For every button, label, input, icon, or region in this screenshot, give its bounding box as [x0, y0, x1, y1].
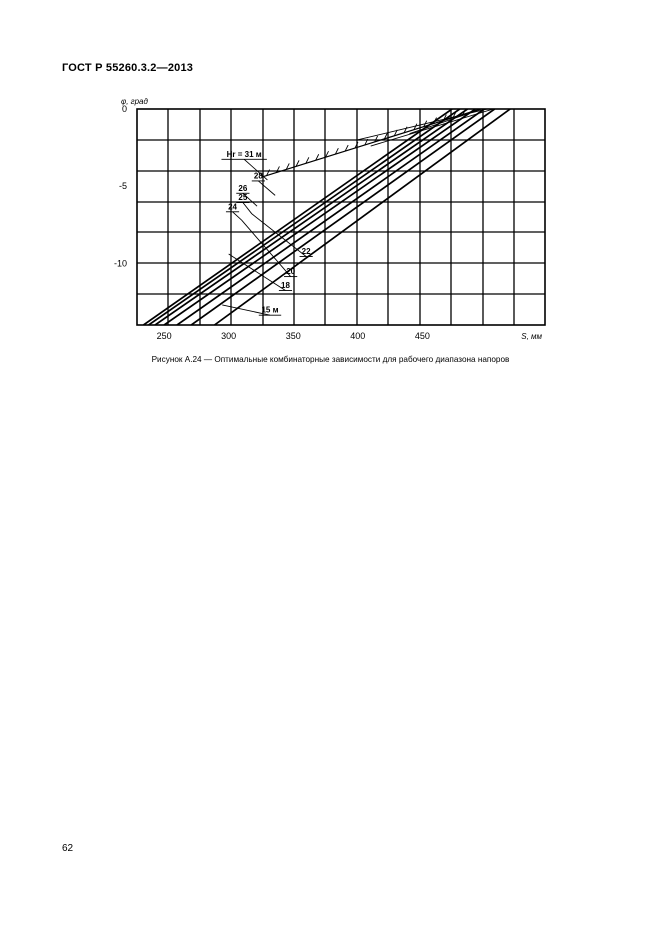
series-line [214, 109, 510, 325]
series-annotation-label: 25 [238, 193, 248, 203]
series-line [191, 109, 494, 325]
series-annotation-label: Hr = 31 м [226, 149, 262, 159]
series-annotation-label: 26 [238, 183, 248, 193]
chart-container [0, 0, 661, 380]
series-annotation-label: 20 [286, 267, 296, 277]
series-annotation-label: 22 [301, 247, 311, 257]
series-annotation-label: 15 м [261, 305, 279, 315]
series-annotation-label: 24 [228, 202, 237, 212]
x-tick-label: 250 [156, 331, 172, 341]
series-line [155, 109, 467, 325]
x-tick-label: 450 [414, 331, 430, 341]
x-tick-label: 300 [221, 331, 237, 341]
x-tick-label: 350 [285, 331, 301, 341]
plot-frame [137, 109, 545, 325]
annotation-leader-line [258, 181, 275, 195]
x-axis-label: S, мм [521, 332, 542, 341]
series-annotation-label: 18 [281, 280, 290, 290]
y-tick-label: -5 [118, 181, 127, 192]
figure-caption: Рисунок А.24 — Оптимальные комбинаторные зависимости для рабочего диапазона напоров [151, 355, 510, 364]
y-tick-label: 0 [121, 104, 127, 114]
combinator-chart [0, 0, 661, 380]
series-line [143, 109, 452, 325]
annotation-leader-line [242, 220, 291, 277]
series-annotation-label: 28 [253, 171, 263, 181]
series-line [164, 109, 475, 325]
y-tick-label: -10 [113, 258, 127, 269]
document-header: ГОСТ Р 55260.3.2—2013 [62, 62, 194, 74]
series-line [177, 109, 484, 325]
x-tick-label: 400 [350, 331, 366, 341]
page-number: 62 [62, 843, 74, 854]
annotation-leader-line [233, 212, 242, 220]
series-line [149, 109, 460, 325]
annotation-leader-line [243, 203, 252, 214]
y-axis-label: φ, град [121, 97, 148, 106]
